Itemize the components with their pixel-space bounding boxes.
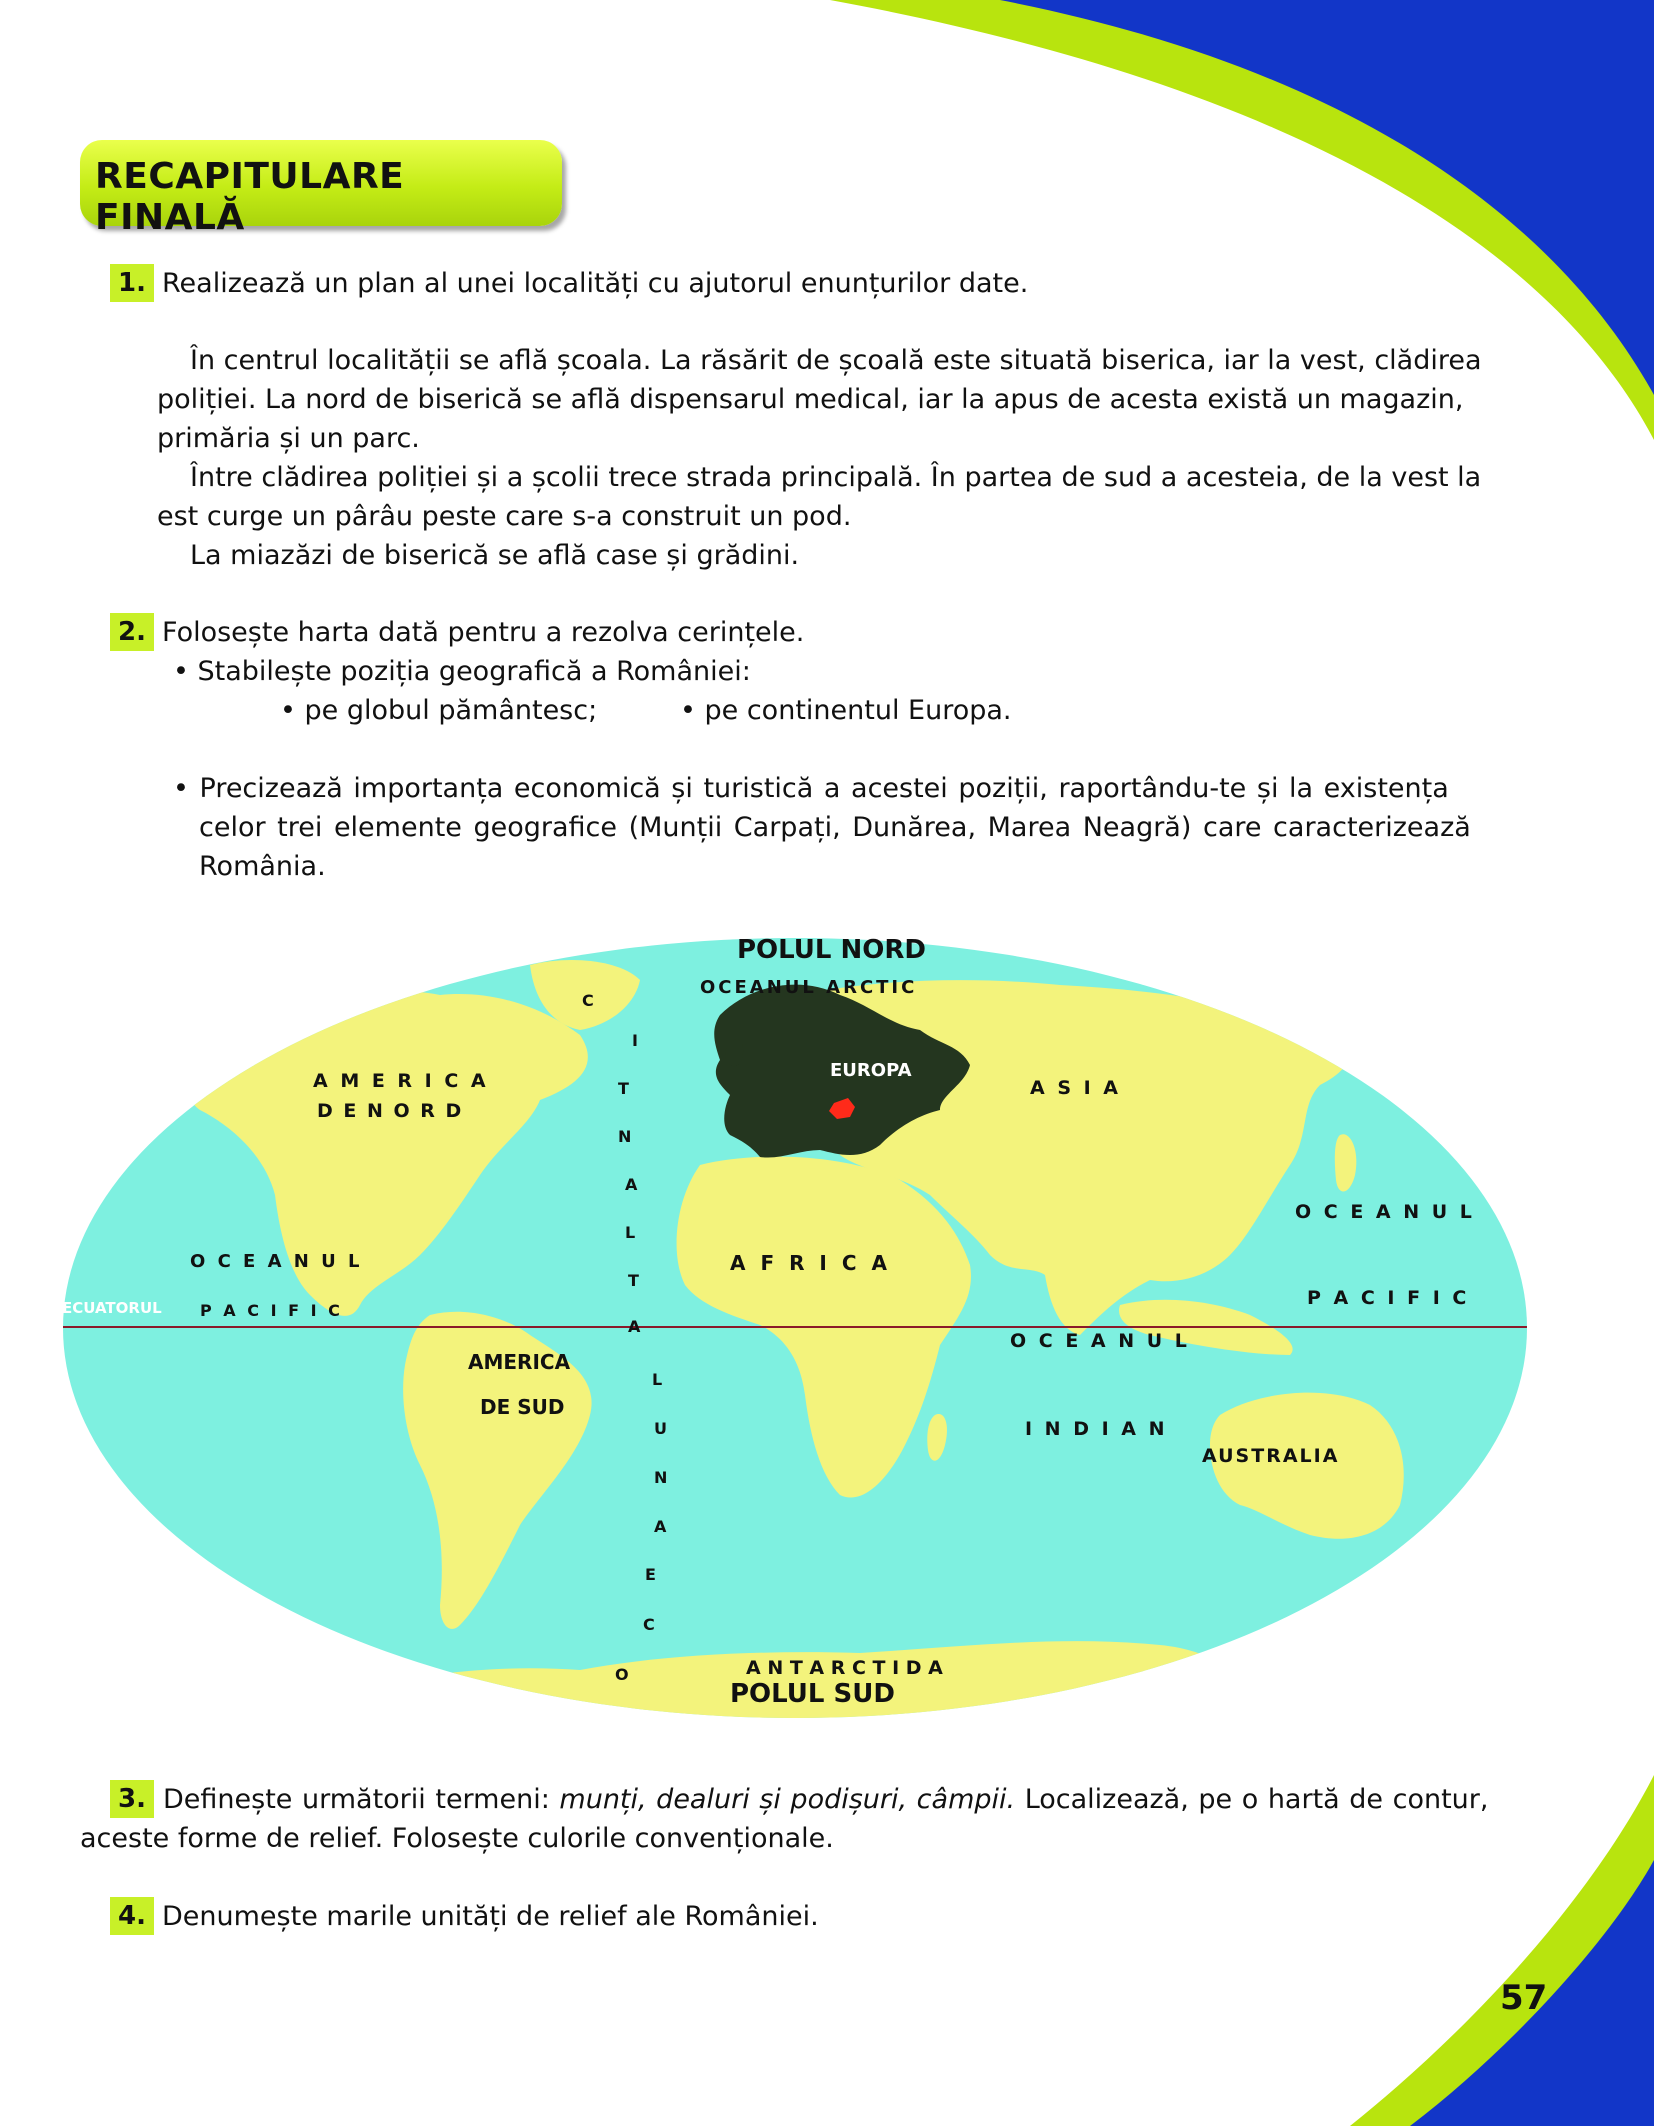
exercise-2-bullet-importance: • Precizează importanța economică și turistică a acestei poziții, raportându-te și la existența <box>173 773 1449 804</box>
atlantic-letter: N <box>618 1127 632 1146</box>
equator-label: ECUATORUL <box>62 1299 162 1317</box>
atlantic-letter: A <box>654 1517 667 1536</box>
exercise-2-bullet-importance: România. <box>199 851 326 882</box>
atlantic-letter: O <box>615 1665 629 1684</box>
asia-label: A S I A <box>1030 1077 1122 1099</box>
atlantic-letter: L <box>625 1223 636 1242</box>
pacific-west-label-2: P A C I F I C <box>200 1301 343 1320</box>
exercise-3-line-1 <box>163 1780 1488 1819</box>
atlantic-letter: A <box>625 1175 638 1194</box>
australia-label: AUSTRALIA <box>1202 1445 1340 1467</box>
atlantic-letter: N <box>654 1468 668 1487</box>
page-number: 57 <box>1500 1978 1548 2018</box>
south-america-label-2: DE SUD <box>480 1395 565 1419</box>
exercise-1-line: Între clădirea poliției și a școlii trece strada principală. În partea de sud a acesteia, de la vest la <box>190 462 1482 493</box>
exercise-3-lead: Definește următorii termeni: <box>163 1784 550 1815</box>
exercise-2-sub-globe: • pe globul pământesc; <box>280 695 598 726</box>
atlantic-letter: C <box>643 1615 655 1634</box>
atlantic-letter: C <box>582 991 594 1010</box>
north-america-label-2: D E N O R D <box>317 1100 464 1122</box>
exercise-2-bullet-importance: celor trei elemente geografice (Munții Carpați, Dunărea, Marea Neagră) care caracterizează <box>199 812 1471 843</box>
exercise-1-line: În centrul localității se află școala. La răsărit de școală este situată biserica, iar la vest, clădirea <box>190 345 1482 376</box>
atlantic-letter: T <box>628 1271 639 1290</box>
atlantic-letter: A <box>628 1317 641 1336</box>
pacific-west-label-1: O C E A N U L <box>190 1251 363 1272</box>
exercise-1-line: poliției. La nord de biserică se află dispensarul medical, iar la apus de acesta există un magazin, <box>157 384 1464 415</box>
exercise-1-prompt: Realizează un plan al unei localități cu ajutorul enunțurilor date. <box>162 268 1029 299</box>
exercise-4-number: 4. <box>110 1897 154 1935</box>
exercise-2-sub-europe: • pe continentul Europa. <box>680 695 1012 726</box>
arctic-ocean-label: OCEANUL ARCTIC <box>700 977 918 998</box>
pacific-east-label-1: O C E A N U L <box>1295 1201 1475 1223</box>
exercise-3-line-2: aceste forme de relief. Folosește culorile convenționale. <box>80 1823 834 1854</box>
exercise-1-line: est curge un pârâu peste care s-a construit un pod. <box>157 501 852 532</box>
new-zealand-shape <box>1428 1534 1457 1584</box>
exercise-1-line: primăria și un parc. <box>157 423 420 454</box>
atlantic-letter: L <box>652 1370 663 1389</box>
south-pole-label: POLUL SUD <box>730 1679 895 1709</box>
exercise-2-bullet-position: • Stabilește poziția geografică a României: <box>173 656 751 687</box>
atlantic-letter: E <box>645 1565 656 1584</box>
south-america-label-1: AMERICA <box>468 1350 571 1374</box>
exercise-1-number: 1. <box>110 264 154 302</box>
world-map-drawing <box>60 935 1530 1720</box>
atlantic-letter: I <box>632 1031 638 1050</box>
north-pole-label: POLUL NORD <box>737 935 926 965</box>
exercise-3-terms: munți, dealuri și podișuri, câmpii. <box>559 1784 1016 1815</box>
pacific-east-label-2: P A C I F I C <box>1307 1287 1470 1309</box>
atlantic-letter: T <box>618 1079 629 1098</box>
exercise-4-prompt: Denumește marile unități de relief ale României. <box>162 1901 819 1932</box>
north-america-label-1: A M E R I C A <box>313 1070 489 1092</box>
exercise-3-number: 3. <box>110 1780 154 1818</box>
world-map <box>60 935 1530 1720</box>
exercise-3-rest: Localizează, pe o hartă de contur, <box>1024 1784 1489 1815</box>
atlantic-letter: U <box>654 1419 667 1438</box>
exercise-2-prompt: Folosește harta dată pentru a rezolva cerințele. <box>162 617 805 648</box>
indian-ocean-label-1: O C E A N U L <box>1010 1330 1190 1352</box>
antarctica-label: A N T A R C T I D A <box>746 1657 943 1679</box>
europe-label: EUROPA <box>830 1060 912 1081</box>
page-title: RECAPITULARE FINALĂ <box>95 156 405 238</box>
exercise-1-line: La miazăzi de biserică se află case și grădini. <box>190 540 800 571</box>
indian-ocean-label-2: I N D I A N <box>1025 1418 1168 1440</box>
africa-label: A F R I C A <box>730 1251 891 1275</box>
exercise-2-number: 2. <box>110 613 154 651</box>
